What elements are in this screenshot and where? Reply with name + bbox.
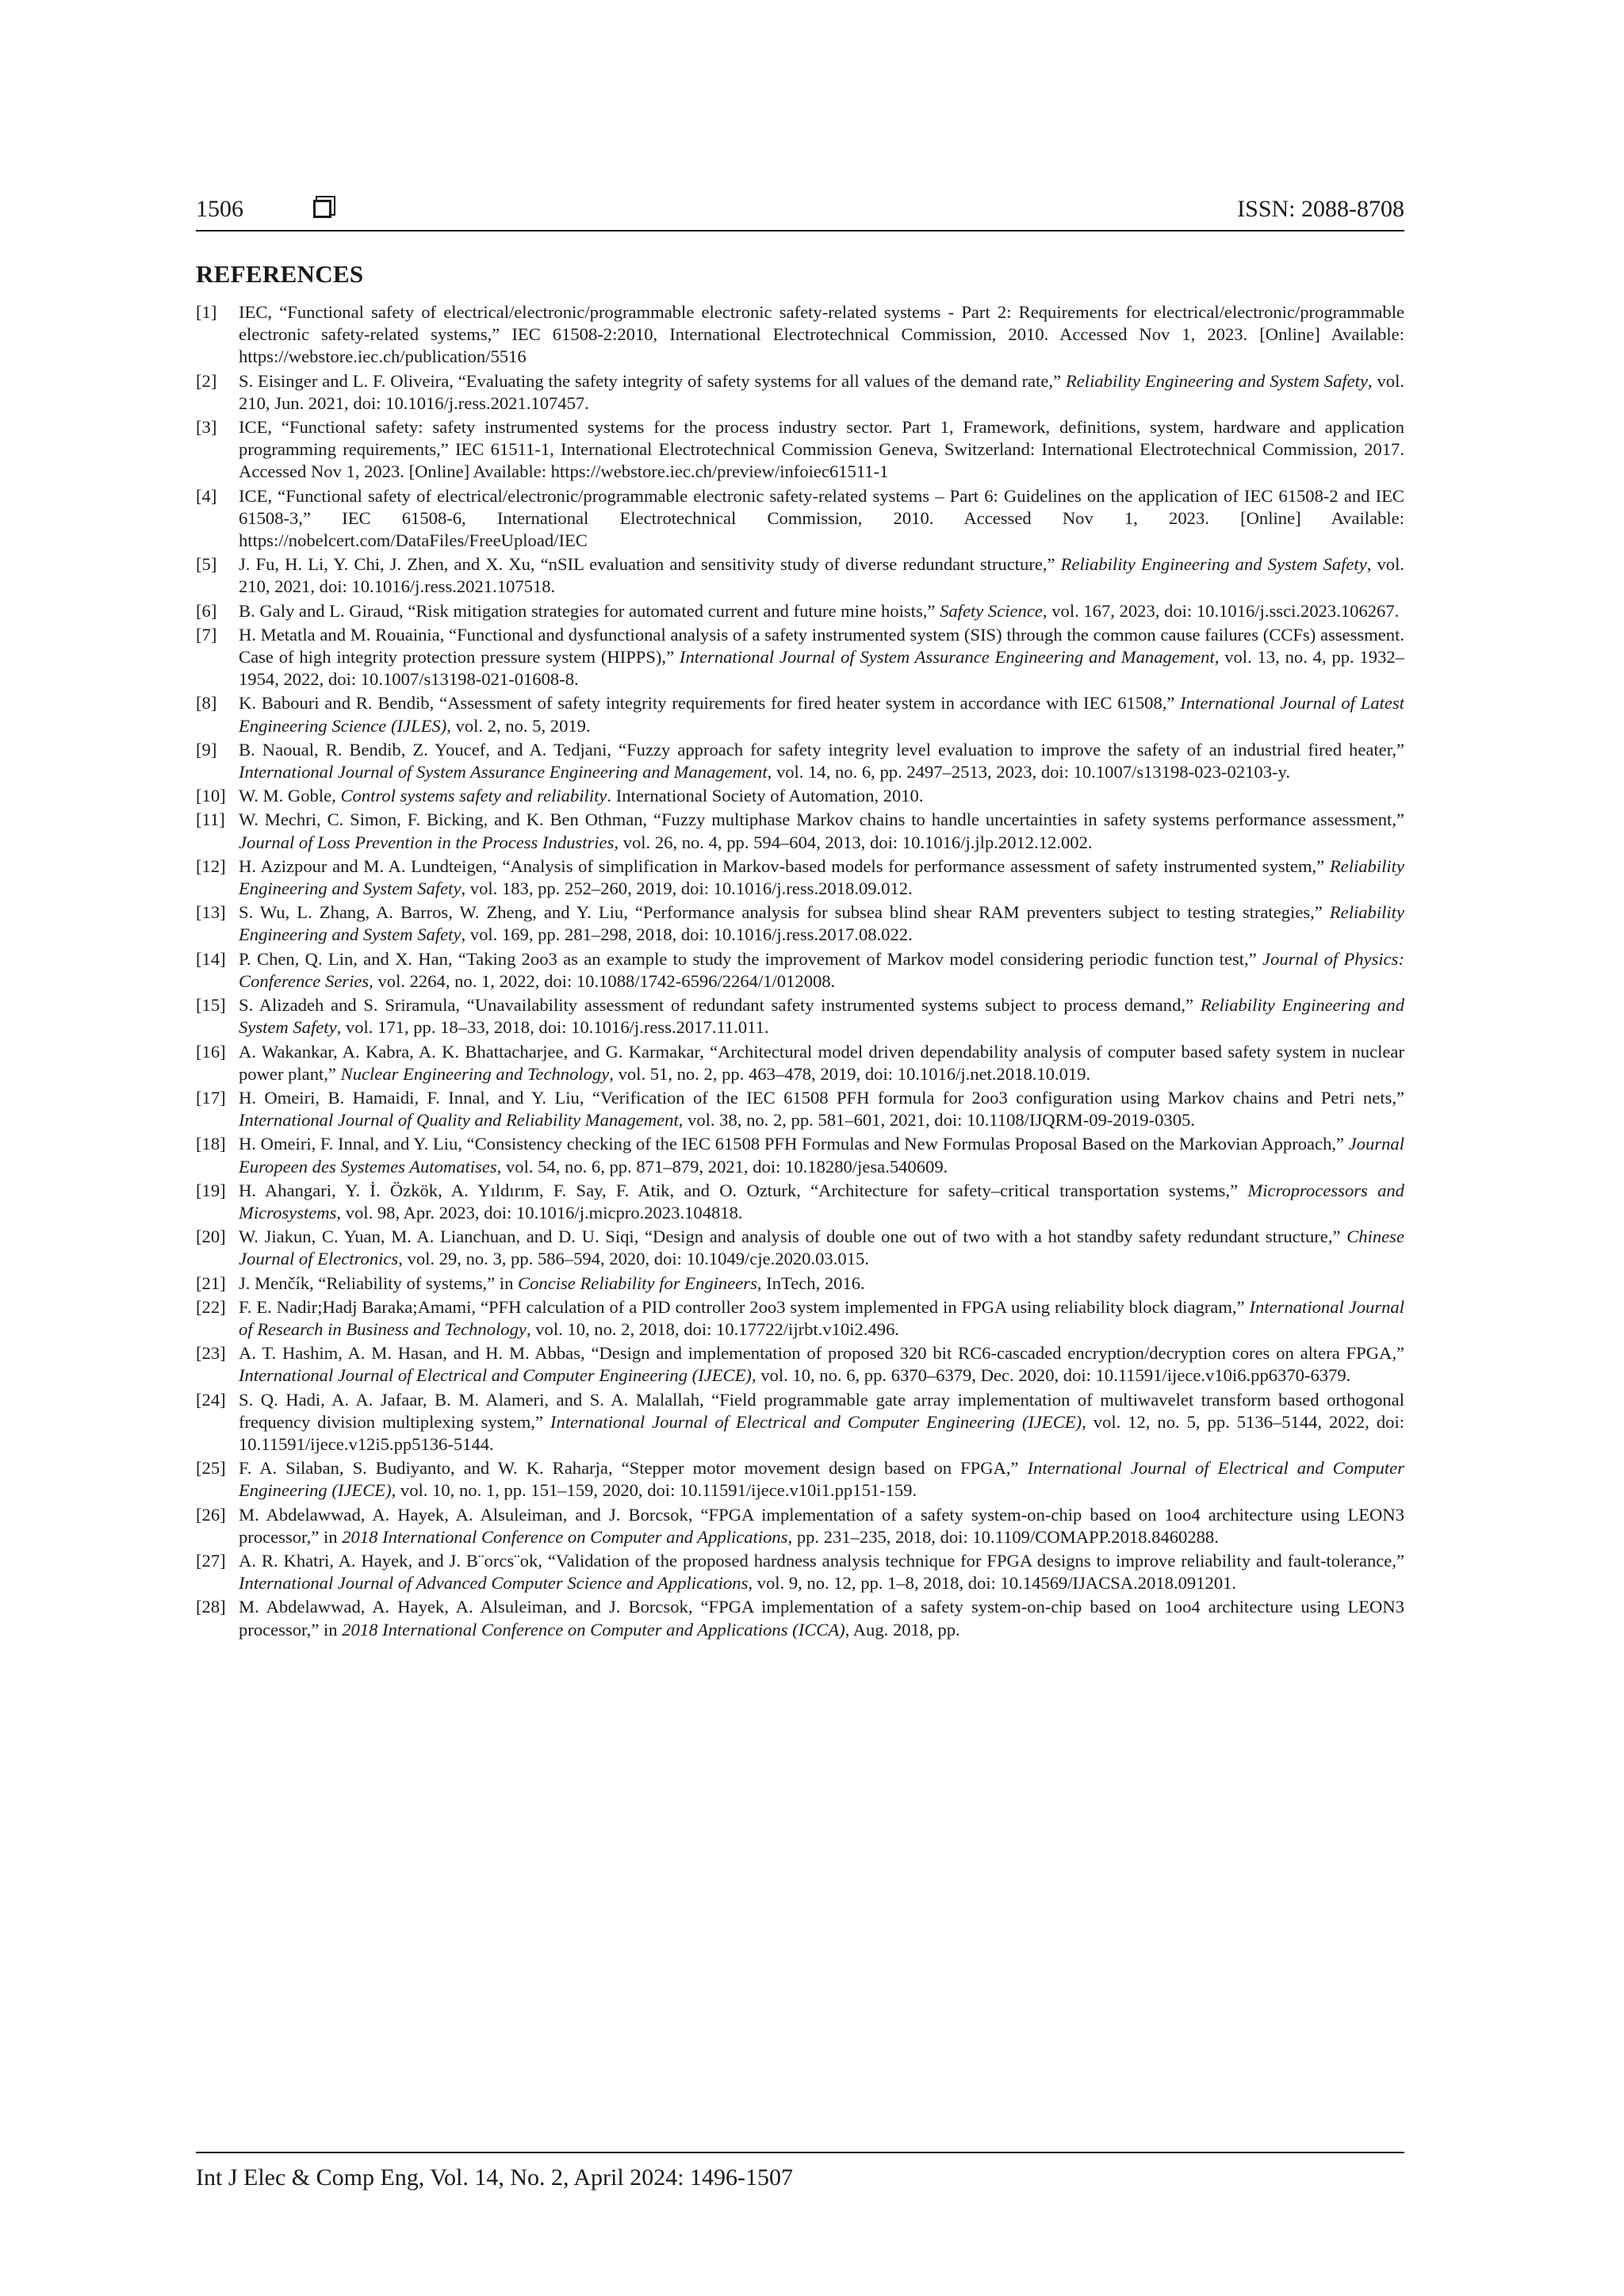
reference-text <box>239 1272 1404 1295</box>
reference-item <box>196 600 1404 622</box>
reference-segment: , pp. 231–235, 2018, doi: 10.1109/COMAPP.2018.8460288. <box>787 1526 1219 1547</box>
reference-segment: H. Omeiri, B. Hamaidi, F. Innal, and Y. Liu, “Verification of the IEC 61508 PFH formula for 2oo3 configuration using Markov chains and Petri nets,” <box>239 1087 1404 1108</box>
reference-venue: International Journal of System Assurance Engineering and Management <box>679 647 1215 668</box>
footer-citation: Int J Elec & Comp Eng, Vol. 14, No. 2, April 2024: 1496-1507 <box>196 2164 794 2191</box>
reference-venue: International Journal of Electrical and Computer Engineering (IJECE) <box>239 1365 752 1386</box>
reference-segment: F. A. Silaban, S. Budiyanto, and W. K. Raharja, “Stepper motor movement design based on FPGA,” <box>239 1458 1028 1479</box>
reference-text <box>239 809 1404 853</box>
section-title: REFERENCES <box>196 260 364 288</box>
reference-segment: H. Azizpour and M. A. Lundteigen, “Analysis of simplification in Markov-based models for performance assessment of safety instrumented system,” <box>239 855 1330 876</box>
reference-segment: , vol. 29, no. 3, pp. 586–594, 2020, doi: 10.1049/cje.2020.03.015. <box>398 1249 869 1269</box>
reference-item <box>196 994 1404 1039</box>
reference-number: [2] <box>196 370 217 391</box>
reference-segment: S. Q. Hadi, A. A. Jafaar, B. M. Alameri, and S. A. Malallah, “Field programmable gate array implementation of multiwavelet transform based orthogonal frequency division multiplexing system,” <box>239 1389 1404 1432</box>
reference-text <box>239 1504 1404 1548</box>
reference-segment: M. Abdelawwad, A. Hayek, A. Alsuleiman, and J. Borcsok, “FPGA implementation of a safety system-on-chip based on 1oo4 architecture using LEON3 processor,” in <box>239 1597 1404 1640</box>
reference-segment: . International Society of Automation, 2010. <box>607 786 924 806</box>
reference-text <box>239 600 1404 622</box>
reference-text <box>239 948 1404 993</box>
reference-venue: Journal Europeen des Systemes Automatises <box>239 1134 1404 1177</box>
reference-segment: , vol. 51, no. 2, pp. 463–478, 2019, doi: 10.1016/j.net.2018.10.019. <box>609 1063 1091 1084</box>
reference-number: [14] <box>196 948 226 969</box>
reference-venue: International Journal of System Assurance Engineering and Management <box>239 762 768 783</box>
reference-item <box>196 1041 1404 1085</box>
reference-item <box>196 485 1404 553</box>
reference-venue: 2018 International Conference on Computer and Applications <box>342 1526 788 1547</box>
reference-segment: , vol. 167, 2023, doi: 10.1016/j.ssci.2023.106267. <box>1042 600 1400 621</box>
reference-number: [22] <box>196 1296 226 1317</box>
reference-segment: , vol. 169, pp. 281–298, 2018, doi: 10.1016/j.ress.2017.08.022. <box>461 924 913 945</box>
footer-rule <box>196 2152 1404 2153</box>
reference-item <box>196 1596 1404 1640</box>
reference-text <box>239 1389 1404 1456</box>
reference-text <box>239 301 1404 369</box>
reference-segment: ICE, “Functional safety of electrical/electronic/programmable electronic safety-related systems – Part 6: Guidelines on the application of IEC 61508-2 and IEC 61508-3,” IEC 61508-6, International Electrotechnical Commission, 2010. Accessed Nov 1, 2023. [Online] Available: https://nobelcert.com/DataFiles/FreeUpload/IEC <box>239 485 1404 551</box>
reference-segment: , vol. 98, Apr. 2023, doi: 10.1016/j.micpro.2023.104818. <box>336 1202 743 1223</box>
reference-segment: , vol. 10, no. 1, pp. 151–159, 2020, doi: 10.11591/ijece.v10i1.pp151-159. <box>391 1480 917 1501</box>
reference-text <box>239 739 1404 783</box>
reference-segment: , vol. 26, no. 4, pp. 594–604, 2013, doi: 10.1016/j.jlp.2012.12.002. <box>614 832 1093 852</box>
reference-venue: International Journal of Research in Business and Technology <box>239 1296 1404 1339</box>
reference-text <box>239 1180 1404 1224</box>
reference-number: [25] <box>196 1458 226 1479</box>
reference-segment: , vol. 2, no. 5, 2019. <box>446 715 591 736</box>
reference-text <box>239 1457 1404 1502</box>
reference-segment: , Aug. 2018, pp. <box>845 1619 960 1640</box>
reference-segment: IEC, “Functional safety of electrical/electronic/programmable electronic safety-related systems - Part 2: Requirements for electrical/electronic/programmable electronic safety-related systems,” IEC 61508-2:2010, International Electrotechnical Commission, 2010. Accessed Nov 1, 2023. [Online] Available: https://webstore.iec.ch/publication/5516 <box>239 302 1404 367</box>
reference-text <box>239 1342 1404 1387</box>
reference-segment: W. M. Goble, <box>239 786 341 806</box>
reference-text <box>239 485 1404 553</box>
reference-segment: S. Alizadeh and S. Sriramula, “Unavailability assessment of redundant safety instrumented systems subject to process demand,” <box>239 995 1201 1016</box>
reference-list <box>196 301 1404 1643</box>
reference-segment: A. R. Khatri, A. Hayek, and J. B¨orcs¨ok, “Validation of the proposed hardness analysis technique for FPGA designs to improve reliability and fault-tolerance,” <box>239 1550 1404 1571</box>
reference-number: [15] <box>196 995 226 1016</box>
reference-segment: , vol. 14, no. 6, pp. 2497–2513, 2023, doi: 10.1007/s13198-023-02103-y. <box>767 762 1291 783</box>
reference-number: [7] <box>196 624 217 645</box>
reference-venue: Control systems safety and reliability <box>340 786 607 806</box>
reference-venue: Reliability Engineering and System Safety <box>239 995 1404 1038</box>
reference-text <box>239 901 1404 946</box>
reference-segment: H. Metatla and M. Rouainia, “Functional and dysfunctional analysis of a safety instrumented system (SIS) through the common cause failures (CCFs) assessment. Case of high integrity protection pressure system (HIPPS),” <box>239 624 1404 668</box>
reference-venue: Journal of Physics: Conference Series <box>239 948 1405 991</box>
reference-segment: , vol. 13, no. 4, pp. 1932–1954, 2022, doi: 10.1007/s13198-021-01608-8. <box>239 647 1404 690</box>
reference-number: [18] <box>196 1134 226 1154</box>
reference-item <box>196 553 1404 598</box>
reference-number: [11] <box>196 809 225 830</box>
reference-segment: , vol. 210, 2021, doi: 10.1016/j.ress.2021.107518. <box>239 554 1405 597</box>
reference-segment: ICE, “Functional safety: safety instrumented systems for the process industry sector. Part 1, Framework, definitions, system, hardware and application programming requirements,” IEC 61511-1, International Electrotechnical Commission Geneva, Switzerland: International Electrotechnical Commission, 2017. Accessed Nov 1, 2023. [Online] Available: https://webstore.iec.ch/preview/infoiec61511-1 <box>239 417 1404 482</box>
reference-venue: Reliability Engineering and System Safety <box>1065 370 1368 391</box>
reference-number: [24] <box>196 1389 226 1410</box>
reference-text <box>239 370 1404 415</box>
reference-text <box>239 1133 1404 1177</box>
issn-label: ISSN: 2088-8708 <box>1237 196 1404 222</box>
reference-segment: J. Fu, H. Li, Y. Chi, J. Zhen, and X. Xu, “nSIL evaluation and sensitivity study of diverse redundant structure,” <box>239 554 1061 575</box>
reference-number: [16] <box>196 1041 226 1062</box>
reference-text <box>239 624 1404 691</box>
reference-venue: International Journal of Electrical and Computer Engineering (IJECE) <box>550 1411 1082 1432</box>
reference-item <box>196 948 1404 993</box>
reference-item <box>196 370 1404 415</box>
reference-venue: Reliability Engineering and System Safety <box>1060 554 1367 575</box>
reference-segment: W. Mechri, C. Simon, F. Bicking, and K. Ben Othman, “Fuzzy multiphase Markov chains to handle uncertainties in safety systems performance assessment,” <box>239 809 1404 830</box>
reference-segment: K. Babouri and R. Bendib, “Assessment of safety integrity requirements for fired heater system in accordance with IEC 61508,” <box>239 693 1181 714</box>
reference-segment: F. E. Nadir;Hadj Baraka;Amami, “PFH calculation of a PID controller 2oo3 system implemented in FPGA using reliability block diagram,” <box>239 1296 1250 1317</box>
reference-item <box>196 739 1404 783</box>
reference-item <box>196 1457 1404 1502</box>
reference-number: [21] <box>196 1272 226 1293</box>
reference-segment: B. Galy and L. Giraud, “Risk mitigation strategies for automated current and future mine hoists,” <box>239 600 940 621</box>
reference-segment: , vol. 9, no. 12, pp. 1–8, 2018, doi: 10.14569/IJACSA.2018.091201. <box>748 1573 1237 1594</box>
reference-item <box>196 1272 1404 1295</box>
reference-venue: International Journal of Latest Engineering Science (IJLES) <box>239 693 1405 736</box>
reference-text <box>239 1087 1404 1131</box>
reference-number: [23] <box>196 1343 226 1364</box>
reference-text <box>239 416 1404 484</box>
reference-number: [6] <box>196 600 217 621</box>
reference-item <box>196 1087 1404 1131</box>
reference-venue: Safety Science <box>940 600 1043 621</box>
reference-segment: M. Abdelawwad, A. Hayek, A. Alsuleiman, and J. Borcsok, “FPGA implementation of a safety system-on-chip based on 1oo4 architecture using LEON3 processor,” in <box>239 1504 1404 1547</box>
reference-venue: Concise Reliability for Engineers <box>518 1272 757 1293</box>
reference-number: [20] <box>196 1226 226 1247</box>
reference-segment: , vol. 38, no. 2, pp. 581–601, 2021, doi: 10.1108/IJQRM-09-2019-0305. <box>678 1110 1195 1131</box>
reference-item <box>196 1342 1404 1387</box>
reference-item <box>196 1133 1404 1177</box>
header-rule <box>196 230 1404 232</box>
reference-number: [3] <box>196 417 217 438</box>
reference-item <box>196 785 1404 807</box>
reference-item <box>196 901 1404 946</box>
reference-venue: Chinese Journal of Electronics <box>239 1226 1404 1269</box>
reference-item <box>196 1389 1404 1456</box>
reference-segment: , vol. 54, no. 6, pp. 871–879, 2021, doi: 10.18280/jesa.540609. <box>496 1156 948 1177</box>
reference-segment: P. Chen, Q. Lin, and X. Han, “Taking 2oo3 as an example to study the improvement of Markov model considering periodic function test,” <box>239 948 1263 969</box>
reference-text <box>239 1596 1404 1640</box>
reference-item <box>196 855 1404 900</box>
reference-text <box>239 1550 1404 1594</box>
page-number: 1506 <box>196 196 243 222</box>
reference-venue: International Journal of Advanced Computer Science and Applications <box>239 1573 749 1594</box>
reference-segment: B. Naoual, R. Bendib, Z. Youcef, and A. Tedjani, “Fuzzy approach for safety integrity level evaluation to improve the safety of an industrial fired heater,” <box>239 739 1404 760</box>
reference-item <box>196 624 1404 691</box>
reference-item <box>196 416 1404 484</box>
reference-number: [9] <box>196 739 217 760</box>
reference-number: [19] <box>196 1180 226 1200</box>
reference-venue: 2018 International Conference on Computer and Applications (ICCA) <box>342 1619 845 1640</box>
reference-text <box>239 855 1404 900</box>
reference-venue: International Journal of Quality and Reliability Management <box>239 1110 679 1131</box>
reference-number: [10] <box>196 786 226 806</box>
reference-segment: , vol. 12, no. 5, pp. 5136–5144, 2022, doi: 10.11591/ijece.v12i5.pp5136-5144. <box>239 1411 1404 1454</box>
reference-segment: A. T. Hashim, A. M. Hasan, and H. M. Abbas, “Design and implementation of proposed 320 bit RC6-cascaded encryption/decryption cores on altera FPGA,” <box>239 1343 1404 1364</box>
reference-segment: S. Wu, L. Zhang, A. Barros, W. Zheng, and Y. Liu, “Performance analysis for subsea blind shear RAM preventers subject to testing strategies,” <box>239 902 1330 923</box>
header-left <box>196 196 331 223</box>
reference-segment: S. Eisinger and L. F. Oliveira, “Evaluating the safety integrity of safety systems for all values of the demand rate,” <box>239 370 1066 391</box>
reference-segment: H. Omeiri, F. Innal, and Y. Liu, “Consistency checking of the IEC 61508 PFH Formulas and New Formulas Proposal Based on the Markovian Approach,” <box>239 1134 1349 1154</box>
reference-number: [4] <box>196 485 217 506</box>
reference-segment: , vol. 171, pp. 18–33, 2018, doi: 10.1016/j.ress.2017.11.011. <box>336 1017 769 1038</box>
reference-venue: Microprocessors and Microsystems <box>239 1180 1404 1223</box>
reference-segment: H. Ahangari, Y. İ. Özkök, A. Yıldırım, F. Say, F. Atik, and O. Ozturk, “Architecture for safety–critical transportation systems,” <box>239 1180 1248 1200</box>
reference-number: [13] <box>196 902 226 923</box>
reference-item <box>196 301 1404 369</box>
reference-segment: , vol. 10, no. 6, pp. 6370–6379, Dec. 2020, doi: 10.11591/ijece.v10i6.pp6370-6379. <box>751 1365 1351 1386</box>
reference-venue: International Journal of Electrical and Computer Engineering (IJECE) <box>239 1458 1405 1501</box>
reference-item <box>196 1550 1404 1594</box>
reference-item <box>196 1226 1404 1270</box>
reference-text <box>239 553 1404 598</box>
reference-number: [5] <box>196 554 217 575</box>
reference-number: [1] <box>196 302 217 322</box>
reference-item <box>196 692 1404 737</box>
reference-segment: J. Menčík, “Reliability of systems,” in <box>239 1272 519 1293</box>
reference-number: [8] <box>196 693 217 714</box>
reference-text <box>239 994 1404 1039</box>
reference-segment: , vol. 183, pp. 252–260, 2019, doi: 10.1016/j.ress.2018.09.012. <box>461 878 913 899</box>
reference-venue: Journal of Loss Prevention in the Process Industries <box>239 832 615 852</box>
reference-item <box>196 809 1404 853</box>
reference-venue: Nuclear Engineering and Technology <box>340 1063 610 1084</box>
reference-text <box>239 1296 1404 1341</box>
reference-number: [28] <box>196 1597 226 1617</box>
reference-text <box>239 1226 1404 1270</box>
reference-number: [17] <box>196 1087 226 1108</box>
reference-text <box>239 785 1404 807</box>
reference-item <box>196 1504 1404 1548</box>
reference-segment: , vol. 210, Jun. 2021, doi: 10.1016/j.ress.2021.107457. <box>239 370 1404 413</box>
reference-item <box>196 1296 1404 1341</box>
reference-venue: Reliability Engineering and System Safety <box>239 902 1404 945</box>
page-header <box>196 193 1404 225</box>
reference-item <box>196 1180 1404 1224</box>
reference-text <box>239 1041 1404 1085</box>
reference-number: [12] <box>196 855 226 876</box>
reference-text <box>239 692 1404 737</box>
reference-segment: A. Wakankar, A. Kabra, A. K. Bhattacharjee, and G. Karmakar, “Architectural model driven dependability analysis of computer based safety system in nuclear power plant,” <box>239 1041 1404 1084</box>
box-icon <box>313 200 331 218</box>
reference-number: [27] <box>196 1550 226 1571</box>
reference-segment: , vol. 10, no. 2, 2018, doi: 10.17722/ijrbt.v10i2.496. <box>526 1318 900 1339</box>
reference-segment: , vol. 2264, no. 1, 2022, doi: 10.1088/1742-6596/2264/1/012008. <box>369 970 836 991</box>
reference-venue: Reliability Engineering and System Safety <box>239 855 1404 899</box>
reference-segment: W. Jiakun, C. Yuan, M. A. Lianchuan, and D. U. Siqi, “Design and analysis of double one out of two with a hot standby safety redundant structure,” <box>239 1226 1347 1247</box>
reference-segment: , InTech, 2016. <box>756 1272 865 1293</box>
reference-number: [26] <box>196 1504 226 1525</box>
